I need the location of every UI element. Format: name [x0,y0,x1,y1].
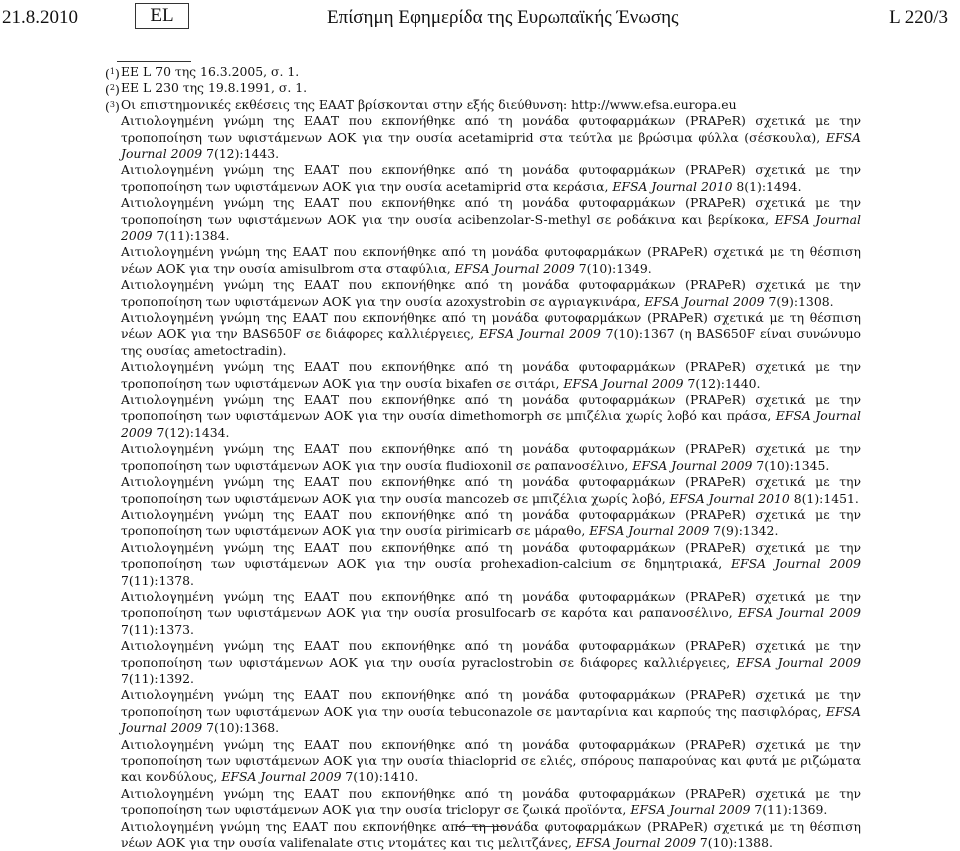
opinion-reference [121,687,861,736]
journal-citation: EFSA Journal 2009 [121,211,861,244]
opinion-reference [121,540,861,589]
journal-citation: EFSA Journal 2009 [121,703,861,736]
footnotes-section [0,64,960,851]
citation-reference: 7(11):1369. [750,802,828,818]
opinion-text: Αιτιολογημένη γνώμη της ΕΑΑΤ που εκπονήθηκε από τη μονάδα φυτοφαρμάκων (PRAPeR) σχετικά με την τροποποίηση των υφιστάμενων ΑΟΚ για την ουσία pirimicarb σε μάραθο, [121,506,861,539]
opinion-reference [121,244,861,277]
page-end-rule [457,826,505,827]
language-badge: EL [135,3,189,29]
citation-reference: 8(1):1451. [789,490,859,506]
journal-citation: EFSA Journal 2009 [479,326,601,342]
opinion-reference [121,195,861,244]
footnote-number: ($^2$) [105,82,120,98]
journal-citation: EFSA Journal 2009 [736,654,861,670]
opinion-reference [121,638,861,687]
footnote-number: ($^1$) [105,66,120,81]
citation-reference: 7(11):1392. [121,670,194,686]
opinion-text: Αιτιολογημένη γνώμη της ΕΑΑΤ που εκπονήθηκε από τη μονάδα φυτοφαρμάκων (PRAPeR) σχετικά με την τροποποίηση των υφιστάμενων ΑΟΚ για την ουσία bixafen σε σιτάρι, [121,359,861,391]
opinion-reference [121,162,861,195]
opinion-text: Αιτιολογημένη γνώμη της ΕΑΑΤ που εκπονήθηκε από τη μονάδα φυτοφαρμάκων (PRAPeR) σχετικά με την τροποποίηση των υφιστάμενων ΑΟΚ για την ουσία acetamiprid στα κεράσια, [121,162,861,194]
citation-reference: 7(11):1373. [121,621,194,637]
footnote-3 [0,97,960,113]
footnote-text: ΕΕ L 70 της 16.3.2005, σ. 1. [121,64,300,79]
opinion-text: Αιτιολογημένη γνώμη της ΕΑΑΤ που εκπονήθηκε από τη μονάδα φυτοφαρμάκων (PRAPeR) σχετικά με την τροποποίηση των υφιστάμενων ΑΟΚ για την ουσία acetamiprid στα τεύτλα με βρώσιμα φύλλα (σέσκουλα), [121,113,861,145]
journal-citation: EFSA Journal 2009 [575,835,696,851]
opinion-text: Αιτιολογημένη γνώμη της ΕΑΑΤ που εκπονήθηκε από τη μονάδα φυτοφαρμάκων (PRAPeR) σχετικά με την τροποποίηση των υφιστάμενων ΑΟΚ για την ουσία prohexadion-calcium σε δημητριακά, [121,539,861,572]
opinion-text: Αιτιολογημένη γνώμη της ΕΑΑΤ που εκπονήθηκε από τη μονάδα φυτοφαρμάκων (PRAPeR) σχετικά με την τροποποίηση των υφιστάμενων ΑΟΚ για την ουσία acibenzolar-S-methyl σε ροδάκινα και βερίκοκα, [121,195,861,227]
journal-citation: EFSA Journal 2009 [731,556,862,572]
citation-reference: 7(10):1388. [695,835,773,851]
citation-reference: 7(12):1440. [683,375,761,391]
opinion-text: Αιτιολογημένη γνώμη της ΕΑΑΤ που εκπονήθηκε από τη μονάδα φυτοφαρμάκων (PRAPeR) σχετικά με την τροποποίηση των υφιστάμενων ΑΟΚ για την ουσία triclopyr σε ζωικά προϊόντα, [121,785,861,818]
journal-citation: EFSA Journal 2009 [738,605,861,621]
opinion-reference [121,392,861,441]
opinion-reference [121,277,861,310]
opinion-reference [121,474,861,507]
page-header [0,0,960,36]
journal-citation: EFSA Journal 2009 [632,457,753,473]
citation-reference: 7(12):1434. [152,424,230,440]
footnote-2 [0,80,960,96]
opinion-reference [121,589,861,638]
journal-citation: EFSA Journal 2009 [454,260,575,276]
citation-reference: 7(10):1367 (η BAS650F είναι συνώνυμο της ουσίας ametoctradin). [121,326,861,358]
opinion-text: Αιτιολογημένη γνώμη της ΕΑΑΤ που εκπονήθηκε από τη μονάδα φυτοφαρμάκων (PRAPeR) σχετικά με την τροποποίηση των υφιστάμενων ΑΟΚ για την ουσία tebuconazole σε μανταρίνια και καρπούς της πασιφλόρας, [121,687,861,719]
opinion-reference [121,113,861,162]
opinion-text: Αιτιολογημένη γνώμη της ΕΑΑΤ που εκπονήθηκε από τη μονάδα φυτοφαρμάκων (PRAPeR) σχετικά με την τροποποίηση των υφιστάμενων ΑΟΚ για την ουσία pyraclostrobin σε διάφορες καλλιέργειες, [121,638,861,670]
journal-citation: EFSA Journal 2010 [612,178,733,194]
footnote-separator [117,61,191,62]
opinion-text: Αιτιολογημένη γνώμη της ΕΑΑΤ που εκπονήθηκε από τη μονάδα φυτοφαρμάκων (PRAPeR) σχετικά με τη θέσπιση νέων ΑΟΚ για την ουσία valifenalate στις ντομάτες και τις μελιτζάνες, [121,818,861,851]
opinion-reference [121,441,861,474]
opinion-text: Αιτιολογημένη γνώμη της ΕΑΑΤ που εκπονήθηκε από τη μονάδα φυτοφαρμάκων (PRAPeR) σχετικά με την τροποποίηση των υφιστάμενων ΑΟΚ για την ουσία prosulfocarb σε καρότα και ραπανοσέλινο, [121,588,861,621]
journal-title: Επίσημη Εφημερίδα της Ευρωπαϊκής Ένωσης [327,7,679,28]
page-reference: L 220/3 [889,7,948,28]
footnote-number: ($^3$) [105,98,120,114]
citation-reference: 7(11):1378. [121,572,194,588]
opinion-reference [121,359,861,392]
citation-reference: 7(9):1342. [709,523,779,539]
journal-citation: EFSA Journal 2009 [563,375,684,391]
citation-reference: 7(9):1308. [764,293,834,309]
opinion-reference [121,310,861,359]
footnote-text: ΕΕ L 230 της 19.8.1991, σ. 1. [121,80,308,96]
header-date: 21.8.2010 [2,7,78,28]
citation-reference: 7(11):1384. [152,228,230,244]
opinion-text: Αιτιολογημένη γνώμη της ΕΑΑΤ που εκπονήθηκε από τη μονάδα φυτοφαρμάκων (PRAPeR) σχετικά με τη θέσπιση νέων ΑΟΚ για την ουσία amisulbrom στα σταφύλια, [121,244,861,276]
citation-reference: 7(10):1345. [752,457,830,473]
journal-citation: EFSA Journal 2010 [669,490,790,506]
journal-citation: EFSA Journal 2009 [644,293,765,309]
opinion-reference [121,786,861,819]
journal-citation: EFSA Journal 2009 [121,129,861,161]
journal-citation: EFSA Journal 2009 [221,769,342,785]
citation-reference: 7(10):1368. [202,720,280,736]
opinion-text: Αιτιολογημένη γνώμη της ΕΑΑΤ που εκπονήθηκε από τη μονάδα φυτοφαρμάκων (PRAPeR) σχετικά με την τροποποίηση των υφιστάμενων ΑΟΚ για την ουσία dimethomorph σε μπιζέλια χωρίς λοβό και πράσα, [121,392,861,424]
opinion-text: Αιτιολογημένη γνώμη της ΕΑΑΤ που εκπονήθηκε από τη μονάδα φυτοφαρμάκων (PRAPeR) σχετικά με τη θέσπιση νέων ΑΟΚ για την BAS650F σε διάφορες καλλιέργειες, [121,310,861,342]
journal-citation: EFSA Journal 2009 [121,408,861,440]
opinion-text: Αιτιολογημένη γνώμη της ΕΑΑΤ που εκπονήθηκε από τη μονάδα φυτοφαρμάκων (PRAPeR) σχετικά με την τροποποίηση των υφιστάμενων ΑΟΚ για την ουσία azoxystrobin σε αγριαγκινάρα, [121,277,861,309]
journal-citation: EFSA Journal 2009 [589,523,710,539]
opinion-reference [121,819,861,851]
citation-reference: 7(10):1349. [574,260,652,276]
opinion-text: Αιτιολογημένη γνώμη της ΕΑΑΤ που εκπονήθηκε από τη μονάδα φυτοφαρμάκων (PRAPeR) σχετικά με την τροποποίηση των υφιστάμενων ΑΟΚ για την ουσία fludioxonil σε ραπανοσέλινο, [121,441,861,473]
opinion-reference [121,507,861,540]
citation-reference: 7(12):1443. [202,145,280,161]
footnote-text: Οι επιστημονικές εκθέσεις της ΕΑΑΤ βρίσκονται στην εξής διεύθυνση: http://www.efsa.europa.eu [121,96,737,112]
efsa-opinions-list [0,113,960,851]
opinion-reference [121,737,861,786]
opinion-text: Αιτιολογημένη γνώμη της ΕΑΑΤ που εκπονήθηκε από τη μονάδα φυτοφαρμάκων (PRAPeR) σχετικά με την τροποποίηση των υφιστάμενων ΑΟΚ για την ουσία thiacloprid σε ελιές, σπόρους παπαρούνας και φυτά με ριζώματα και κονδύλους, [121,736,861,785]
citation-reference: 8(1):1494. [732,178,802,194]
opinion-text: Αιτιολογημένη γνώμη της ΕΑΑΤ που εκπονήθηκε από τη μονάδα φυτοφαρμάκων (PRAPeR) σχετικά με την τροποποίηση των υφιστάμενων ΑΟΚ για την ουσία mancozeb σε μπιζέλια χωρίς λοβό, [121,474,861,506]
citation-reference: 7(10):1410. [341,769,419,785]
journal-citation: EFSA Journal 2009 [630,802,751,818]
footnote-1 [0,64,960,80]
